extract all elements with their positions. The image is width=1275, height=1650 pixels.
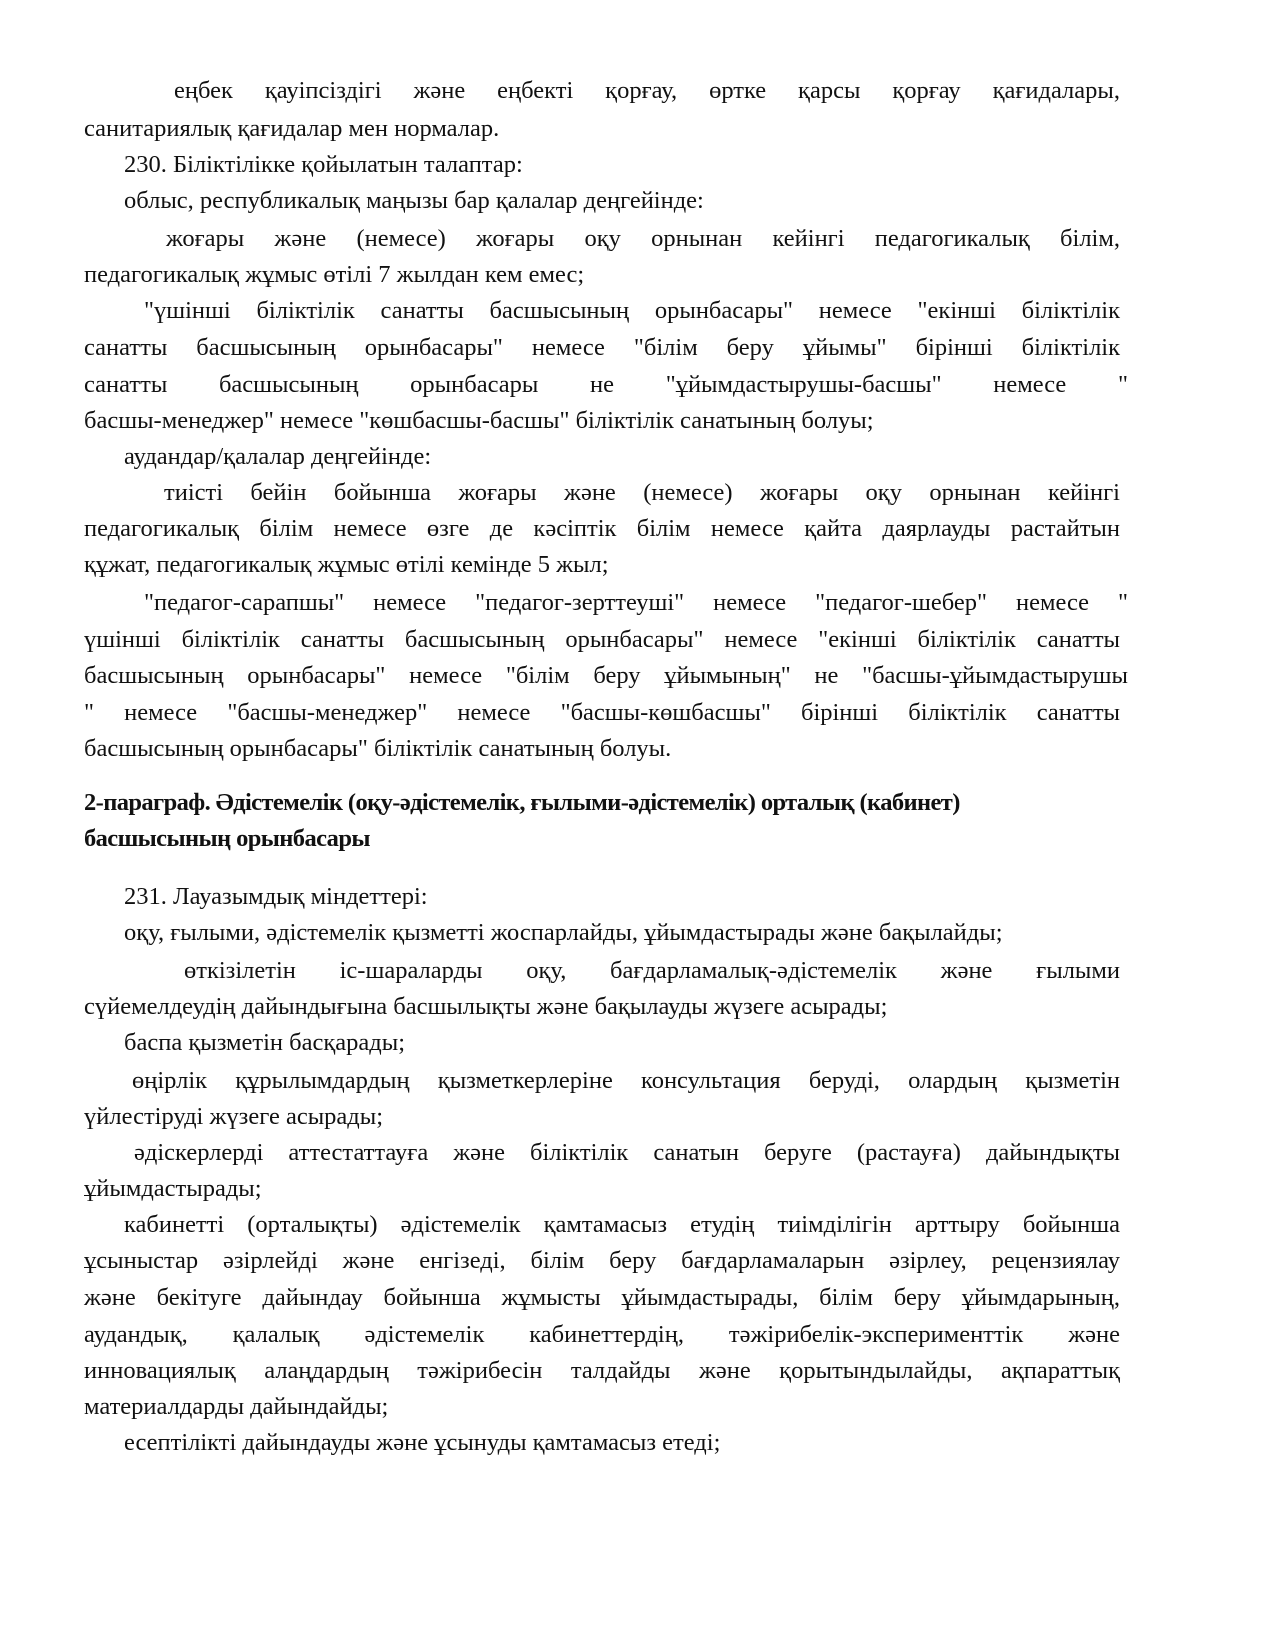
text-line: "үшінші біліктілік санатты басшысының орынбасары" немесе "екінші біліктілік xyxy=(144,297,1120,324)
text-line: басшысының орынбасары" біліктілік санатының болуы. xyxy=(84,735,672,762)
text-line: сүйемелдеудің дайындығына басшылықты және бақылауды жүзеге асырады; xyxy=(84,993,888,1020)
duty-item: есептілікті дайындауды және ұсынуды қамтамасыз етеді; xyxy=(124,1429,721,1456)
text-line: еңбек қауіпсіздігі және еңбекті қорғау, өртке қарсы қорғау қағидалары, xyxy=(174,77,1120,104)
text-line: педагогикалық жұмыс өтілі 7 жылдан кем емес; xyxy=(84,261,585,288)
section-title: 231. Лауазымдық міндеттері: xyxy=(124,883,428,910)
heading-line: 2-параграф. Әдістемелік (оқу-әдістемелік, ғылыми-әдістемелік) орталық (кабинет) xyxy=(84,789,960,816)
text-line: басшысының орынбасары" немесе "білім беру ұйымының" не "басшы-ұйымдастырушы xyxy=(84,662,1128,689)
text-line: үшінші біліктілік санатты басшысының орынбасары" немесе "екінші біліктілік санатты xyxy=(84,626,1120,653)
text-line: басшы-менеджер" немесе "көшбасшы-басшы" біліктілік санатының болуы; xyxy=(84,407,874,434)
text-line: және бекітуге дайындау бойынша жұмысты ұйымдастырады, білім беру ұйымдарының, xyxy=(84,1284,1120,1311)
text-line: кабинетті (орталықты) әдістемелік қамтамасыз етудің тиімділігін арттыру бойынша xyxy=(124,1211,1120,1238)
duty-item: баспа қызметін басқарады; xyxy=(124,1029,405,1056)
regional-level-label: облыс, республикалық маңызы бар қалалар деңгейінде: xyxy=(124,187,704,214)
heading-line: басшысының орынбасары xyxy=(84,825,370,852)
text-line: "педагог-сарапшы" немесе "педагог-зерттеуші" немесе "педагог-шебер" немесе " xyxy=(144,589,1128,616)
text-line: аудандық, қалалық әдістемелік кабинеттердің, тәжірибелік-эксперименттік және xyxy=(84,1321,1120,1348)
text-line: санатты басшысының орынбасары не "ұйымдастырушы-басшы" немесе " xyxy=(84,371,1128,398)
text-line: өңірлік құрылымдардың қызметкерлеріне консультация беруді, олардың қызметін xyxy=(132,1067,1120,1094)
text-line: инновациялық алаңдардың тәжірибесін талдайды және қорытындылайды, ақпараттық xyxy=(84,1357,1120,1384)
text-line: ұсыныстар әзірлейді және енгізеді, білім беру бағдарламаларын әзірлеу, рецензиялау xyxy=(84,1247,1120,1274)
text-line: санатты басшысының орынбасары" немесе "білім беру ұйымы" бірінші біліктілік xyxy=(84,334,1120,361)
text-line: құжат, педагогикалық жұмыс өтілі кемінде 5 жыл; xyxy=(84,551,609,578)
text-line: педагогикалық білім немесе өзге де кәсіптік білім немесе қайта даярлауды растайтын xyxy=(84,515,1120,542)
text-line: тиісті бейін бойынша жоғары және (немесе) жоғары оқу орнынан кейінгі xyxy=(164,479,1120,506)
duty-item: оқу, ғылыми, әдістемелік қызметті жоспарлайды, ұйымдастырады және бақылайды; xyxy=(124,919,1003,946)
text-line: жоғары және (немесе) жоғары оқу орнынан кейінгі педагогикалық білім, xyxy=(166,225,1120,252)
text-line: " немесе "басшы-менеджер" немесе "басшы-көшбасшы" бірінші біліктілік санатты xyxy=(84,699,1120,726)
text-line: санитариялық қағидалар мен нормалар. xyxy=(84,115,500,142)
district-level-label: аудандар/қалалар деңгейінде: xyxy=(124,443,432,470)
text-line: үйлестіруді жүзеге асырады; xyxy=(84,1103,384,1130)
text-line: материалдарды дайындайды; xyxy=(84,1393,389,1420)
text-line: әдіскерлерді аттестаттауға және біліктілік санатын беруге (растауға) дайындықты xyxy=(134,1139,1120,1166)
text-line: өткізілетін іс-шараларды оқу, бағдарламалық-әдістемелік және ғылыми xyxy=(184,957,1120,984)
section-title: 230. Біліктілікке қойылатын талаптар: xyxy=(124,151,523,178)
text-line: ұйымдастырады; xyxy=(84,1175,262,1202)
